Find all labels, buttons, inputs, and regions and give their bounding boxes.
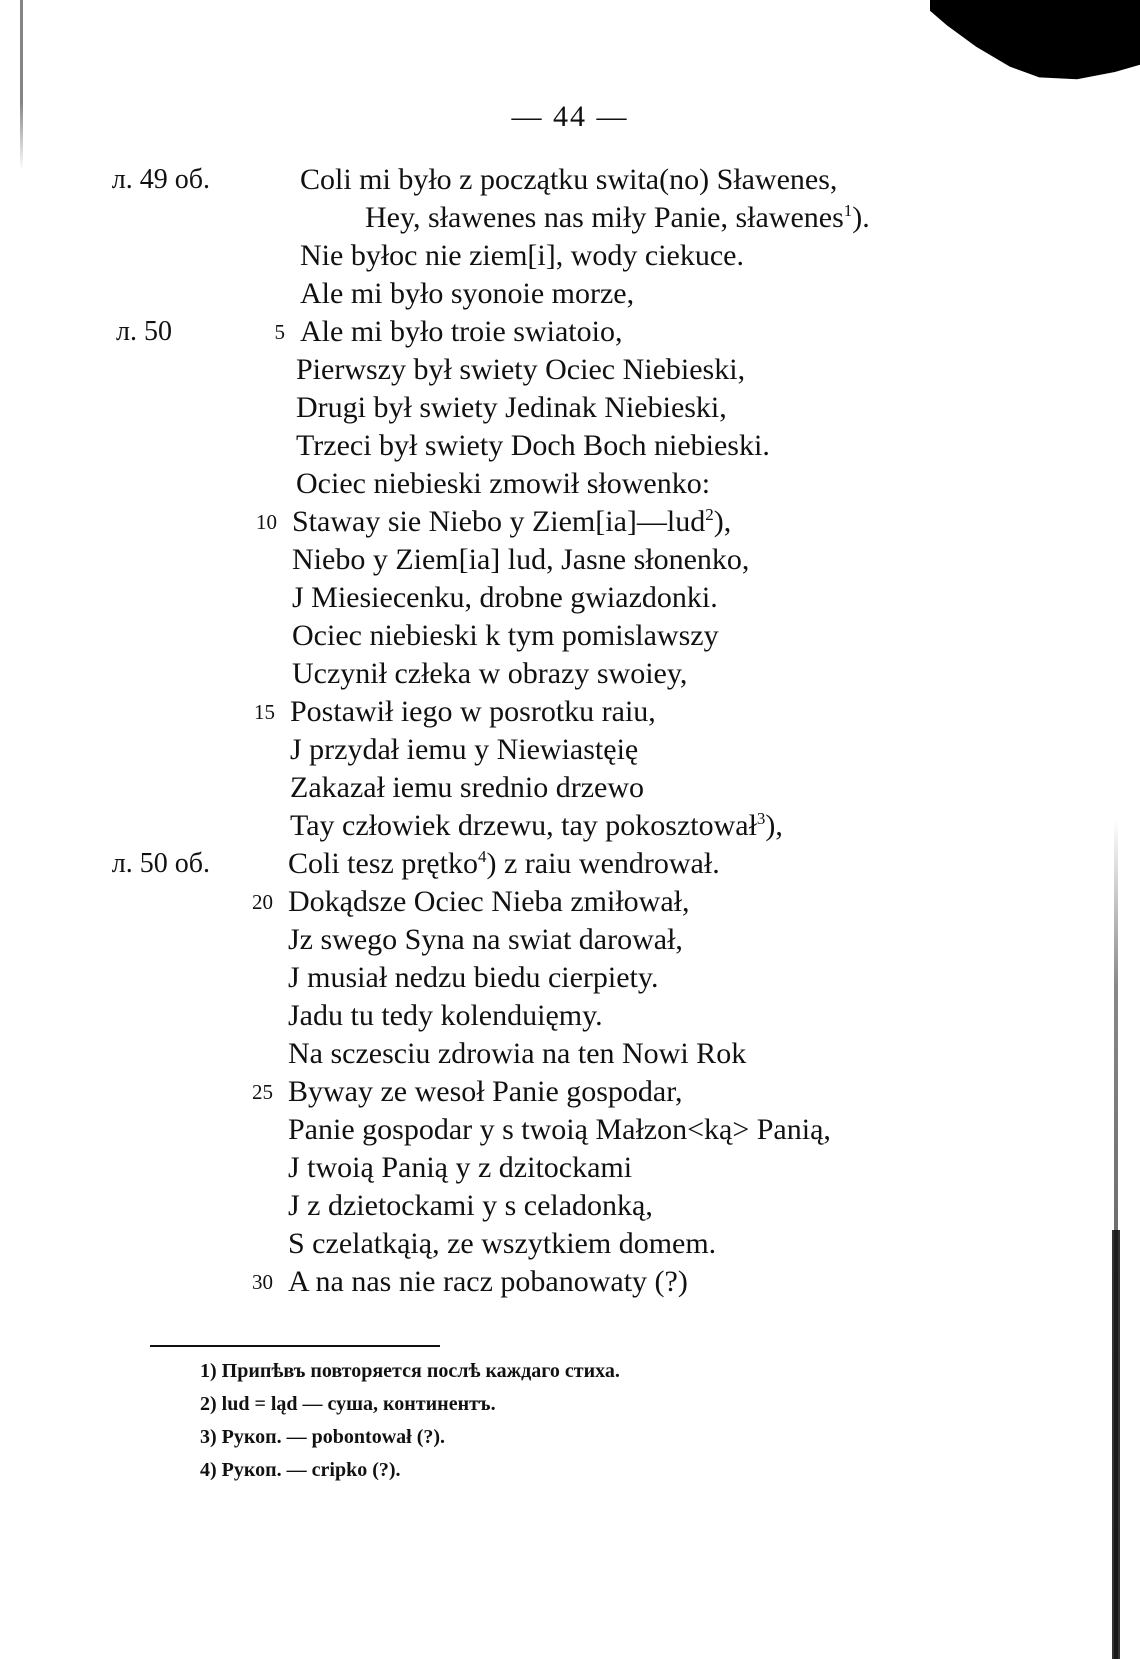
verse-text: Tay człowiek drzewu, tay pokosztował bbox=[290, 809, 757, 842]
verse-text: Na sczesciu zdrowia na ten Nowi Rok bbox=[288, 1037, 747, 1070]
verse-number: 5 bbox=[274, 320, 285, 344]
verse-number: 30 bbox=[252, 1270, 273, 1294]
verse-line bbox=[292, 542, 749, 578]
verse-text: Staway sie Niebo y Ziem[ia]—lud bbox=[292, 505, 706, 538]
verse-text: Ale mi było syonoie morze, bbox=[300, 277, 635, 310]
verse-text: Trzeci był swiety Doch Boch niebieski. bbox=[296, 429, 770, 462]
verse-text: S czelatkąią, ze wszytkiem domem. bbox=[288, 1227, 717, 1260]
verse-text: Ociec niebieski k tym pomislawszy bbox=[292, 619, 719, 652]
verse-text: Ale mi było troie swiatoio, bbox=[300, 315, 623, 348]
verse-line bbox=[288, 1264, 688, 1300]
verse-line bbox=[290, 808, 783, 844]
verse-line bbox=[296, 466, 710, 502]
verse-line bbox=[292, 504, 731, 540]
scan-corner-blot bbox=[930, 0, 1140, 90]
verse-line bbox=[290, 770, 644, 806]
verse-number: 20 bbox=[252, 890, 273, 914]
footnote-marker: 1 bbox=[843, 201, 853, 220]
verse-text: Jadu tu tedy kolenduięmy. bbox=[288, 999, 603, 1032]
verse-number: 15 bbox=[254, 700, 275, 724]
verse-line bbox=[300, 162, 837, 198]
footnote-marker: 3 bbox=[756, 809, 766, 828]
verse-line bbox=[300, 276, 634, 312]
verse-line bbox=[292, 618, 719, 654]
verse-number: 25 bbox=[252, 1080, 273, 1104]
footnote: 4) Рукоп. — cripko (?). bbox=[200, 1459, 401, 1481]
verse-line bbox=[292, 580, 718, 616]
scan-left-edge bbox=[20, 0, 23, 170]
verse-text: A na nas nie racz pobanowaty (?) bbox=[288, 1265, 688, 1298]
verse-line bbox=[296, 390, 727, 426]
verse-line bbox=[288, 884, 690, 920]
verse-text-tail: ), bbox=[713, 505, 732, 538]
footnote-rule bbox=[150, 1345, 440, 1347]
verse-text: Niebo y Ziem[ia] lud, Jasne słonenko, bbox=[292, 543, 750, 576]
verse-text: J z dzietockami y s celadonką, bbox=[288, 1189, 653, 1222]
verse-line bbox=[290, 732, 638, 768]
verse-text: Dokądsze Ociec Nieba zmiłował, bbox=[288, 885, 690, 918]
verse-line bbox=[288, 1188, 653, 1224]
verse-line bbox=[288, 1036, 746, 1072]
verse-text: Ociec niebieski zmowił słowenko: bbox=[296, 467, 711, 500]
verse-text: Postawił iego w posrotku raiu, bbox=[290, 695, 656, 728]
verse-line bbox=[296, 428, 770, 464]
verse-text: Drugi był swiety Jedinak Niebieski, bbox=[296, 391, 727, 424]
verse-text-tail: ), bbox=[765, 809, 783, 842]
verse-text: Coli mi było z początku swita(no) Sławenes, bbox=[300, 163, 838, 196]
footnote-marker: 2 bbox=[705, 505, 714, 524]
verse-number: 10 bbox=[256, 510, 277, 534]
verse-text-tail: ) z raiu wendrował. bbox=[486, 847, 720, 880]
folio-reference: л. 50 bbox=[116, 316, 172, 347]
verse-line bbox=[288, 1150, 632, 1186]
verse-line bbox=[288, 1226, 716, 1262]
verse-text: Hey, sławenes nas miły Panie, sławenes bbox=[365, 201, 844, 234]
folio-reference: л. 49 об. bbox=[111, 164, 210, 195]
scan-right-edge-shadow bbox=[1112, 1230, 1120, 1659]
verse-line bbox=[288, 998, 603, 1034]
verse-text: J twoią Panią y z dzitockami bbox=[288, 1151, 633, 1184]
verse-line bbox=[288, 960, 658, 996]
verse-text: Panie gospodar y s twoią Małzon<ką> Panią, bbox=[288, 1113, 831, 1146]
verse-line bbox=[290, 694, 656, 730]
verse-text: Jz swego Syna na swiat darował, bbox=[288, 923, 683, 956]
verse-text: Nie byłoc nie ziem[i], wody ciekuce. bbox=[300, 239, 744, 272]
verse-text: J przydał iemu y Niewiastęię bbox=[290, 733, 639, 766]
verse-line bbox=[292, 656, 687, 692]
verse-line bbox=[296, 352, 745, 388]
verse-text: Pierwszy był swiety Ociec Niebieski, bbox=[296, 353, 746, 386]
verse-line bbox=[300, 238, 744, 274]
footnote-marker: 4 bbox=[477, 847, 487, 866]
verse-text: Byway ze wesoł Panie gospodar, bbox=[288, 1075, 683, 1108]
verse-line bbox=[288, 922, 683, 958]
verse-text-tail: ). bbox=[852, 201, 870, 234]
verse-line bbox=[288, 1112, 831, 1148]
verse-text: Uczynił człeka w obrazy swoiey, bbox=[292, 657, 688, 690]
verse-text: Zakazał iemu srednio drzewo bbox=[290, 771, 645, 804]
page-number: — 44 — bbox=[511, 100, 629, 133]
verse-text: J Miesiecenku, drobne gwiazdonki. bbox=[292, 581, 718, 614]
folio-reference: л. 50 об. bbox=[111, 848, 210, 879]
verse-line bbox=[288, 846, 720, 882]
verse-line bbox=[300, 314, 622, 350]
footnote: 1) Припѣвъ повторяется послѣ каждаго стиха. bbox=[200, 1360, 620, 1382]
footnote: 2) lud = ląd — суша, континентъ. bbox=[200, 1393, 496, 1415]
verse-text: Coli tesz prętko bbox=[288, 847, 478, 880]
verse-line bbox=[365, 200, 870, 236]
footnote: 3) Рукоп. — pobontował (?). bbox=[200, 1426, 446, 1448]
verse-line bbox=[288, 1074, 683, 1110]
verse-text: J musiał nedzu biedu cierpiety. bbox=[288, 961, 659, 994]
